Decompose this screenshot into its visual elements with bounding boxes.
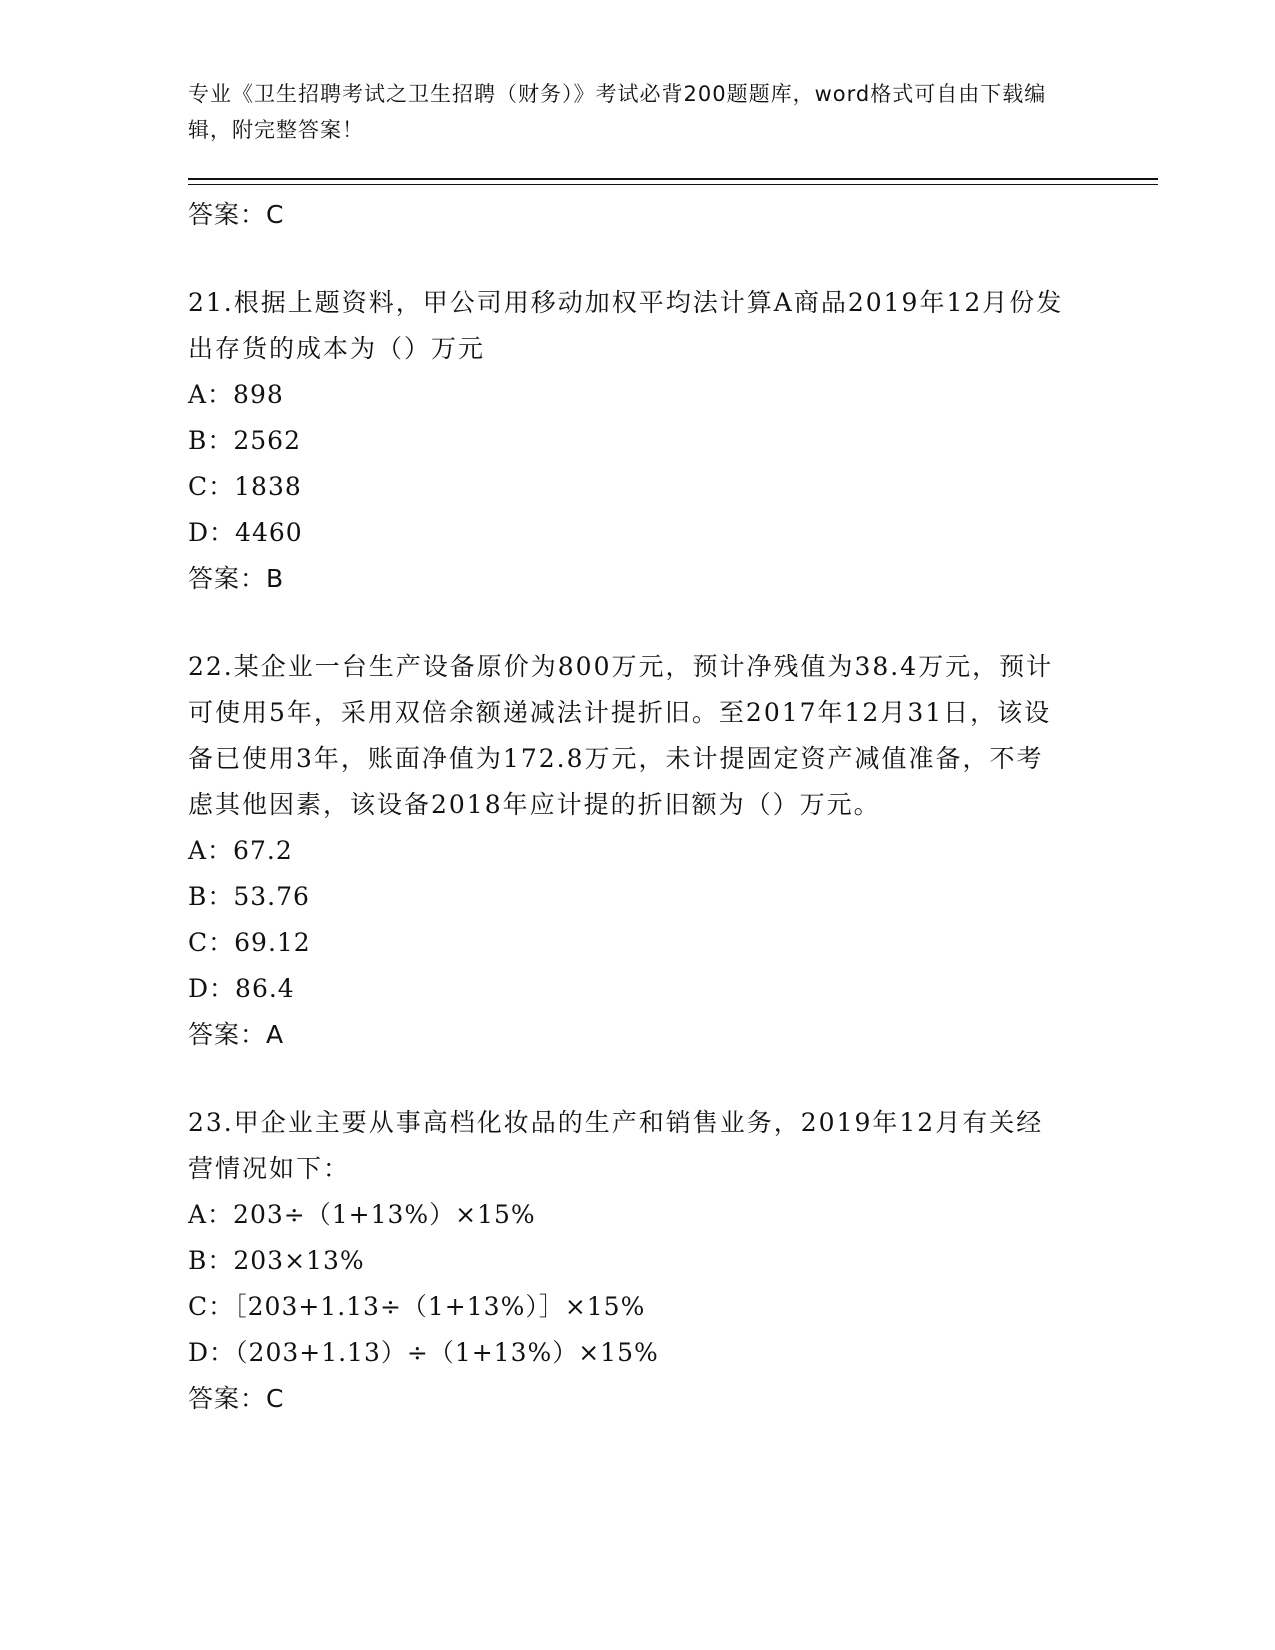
option-c: C：［203+1.13÷（1+13%）］×15% xyxy=(188,1292,646,1321)
option-d: D：4460 xyxy=(188,518,303,547)
answer-line: 答案：A xyxy=(188,1020,285,1049)
answer-line: 答案：B xyxy=(188,564,285,593)
option-a: A：898 xyxy=(188,380,284,409)
question-text: 22.某企业一台生产设备原价为800万元，预计净残值为38.4万元，预计可使用5年，采用双倍余额递减法计提折旧。至2017年12月31日，该设备已使用3年，账面净值为172.8万元，未计提固定资产减值准备，不考虑其他因素，该设备2018年应计提的折旧额为（）万元。 xyxy=(188,652,1054,819)
option-b: B：2562 xyxy=(188,426,301,455)
option-a: A：67.2 xyxy=(188,836,293,865)
question-text: 21.根据上题资料，甲公司用移动加权平均法计算A商品2019年12月份发出存货的成本为（）万元 xyxy=(188,288,1064,363)
question-block-21 xyxy=(188,280,1068,602)
option-b: B：53.76 xyxy=(188,882,310,911)
question-block-22 xyxy=(188,644,1068,1058)
header-rule-thick xyxy=(188,178,1158,180)
previous-answer: 答案：C xyxy=(188,200,285,229)
header-note: 专业《卫生招聘考试之卫生招聘（财务）》考试必背200题题库，word格式可自由下载编辑，附完整答案！ xyxy=(188,82,1047,142)
question-text: 23.甲企业主要从事高档化妆品的生产和销售业务，2019年12月有关经营情况如下： xyxy=(188,1108,1044,1183)
question-block-23 xyxy=(188,1100,1068,1422)
option-c: C：1838 xyxy=(188,472,302,501)
option-b: B：203×13% xyxy=(188,1246,365,1275)
option-a: A：203÷（1+13%）×15% xyxy=(188,1200,536,1229)
header-rule-thin xyxy=(188,184,1158,185)
option-c: C：69.12 xyxy=(188,928,311,957)
option-d: D：86.4 xyxy=(188,974,295,1003)
option-d: D：（203+1.13）÷（1+13%）×15% xyxy=(188,1338,659,1367)
question-list xyxy=(188,192,1068,1422)
answer-line: 答案：C xyxy=(188,1384,285,1413)
